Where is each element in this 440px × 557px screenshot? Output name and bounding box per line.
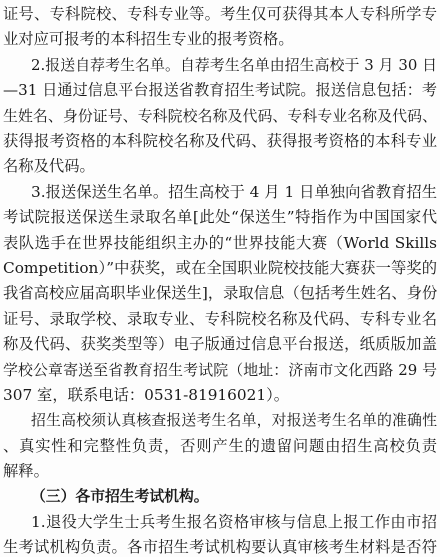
section-heading: （三）各市招生考试机构。 <box>31 487 209 505</box>
text-line: 名称及代码。 <box>3 157 95 176</box>
text-line: 证号、专科院校、专科专业等。考生仅可获得其本人专科所学专 <box>3 5 437 23</box>
text-line: 307 室，联系电话：0531-81916021）。 <box>3 386 290 404</box>
text-line: 生考试机构负责。各市招生考试机构要认真审核考生材料是否符 <box>3 538 437 557</box>
text-line: 2.报送自荐考生名单。自荐考生名单由招生高校于 3 月 30 日 <box>31 55 437 74</box>
text-line: 考试院报送保送生录取名单[此处“保送生”特指作为中国国家代 <box>3 208 437 227</box>
text-line: 学校公章寄送至省教育招生考试院（地址：济南市文化西路 29 号 <box>3 360 437 379</box>
text-line: 招生高校须认真核查报送考生名单，对报送考生名单的准确性 <box>31 411 437 430</box>
text-line: Competition）”中获奖，或在全国职业院校技能大赛获一等奖的 <box>3 259 437 277</box>
text-line: 解释。 <box>3 462 49 481</box>
text-line: 业对应可报考的本科招生专业的报考资格。 <box>3 30 294 49</box>
text-line: 表队选手在世界技能组织主办的“世界技能大赛（World Skills <box>3 233 437 252</box>
text-line: 1.退役大学生士兵考生报名资格审核与信息上报工作由市招 <box>31 513 437 531</box>
text-line: 、真实性和完整性负责，否则产生的遗留问题由招生高校负责 <box>3 436 437 455</box>
text-line: 3.报送保送生名单。招生高校于 4 月 1 日单独向省教育招生 <box>31 182 437 201</box>
text-line: 我省高校应届高职毕业保送生]，录取信息（包括考生姓名、身份 <box>3 284 437 303</box>
text-line: 称及代码、获奖类型等）电子版通过信息平台报送，纸质版加盖 <box>3 335 437 354</box>
text-line: 生姓名、身份证号、专科院校名称及代码、专科专业名称及代码、 <box>3 106 437 125</box>
text-line: 证号、录取学校、录取专业、专科院校名称及代码、专科专业名 <box>3 309 437 328</box>
text-line: 获得报考资格的本科院校名称及代码、获得报考资格的本科专业 <box>3 132 437 150</box>
text-line: —31 日通过信息平台报送省教育招生考试院。报送信息包括：考 <box>3 81 437 100</box>
